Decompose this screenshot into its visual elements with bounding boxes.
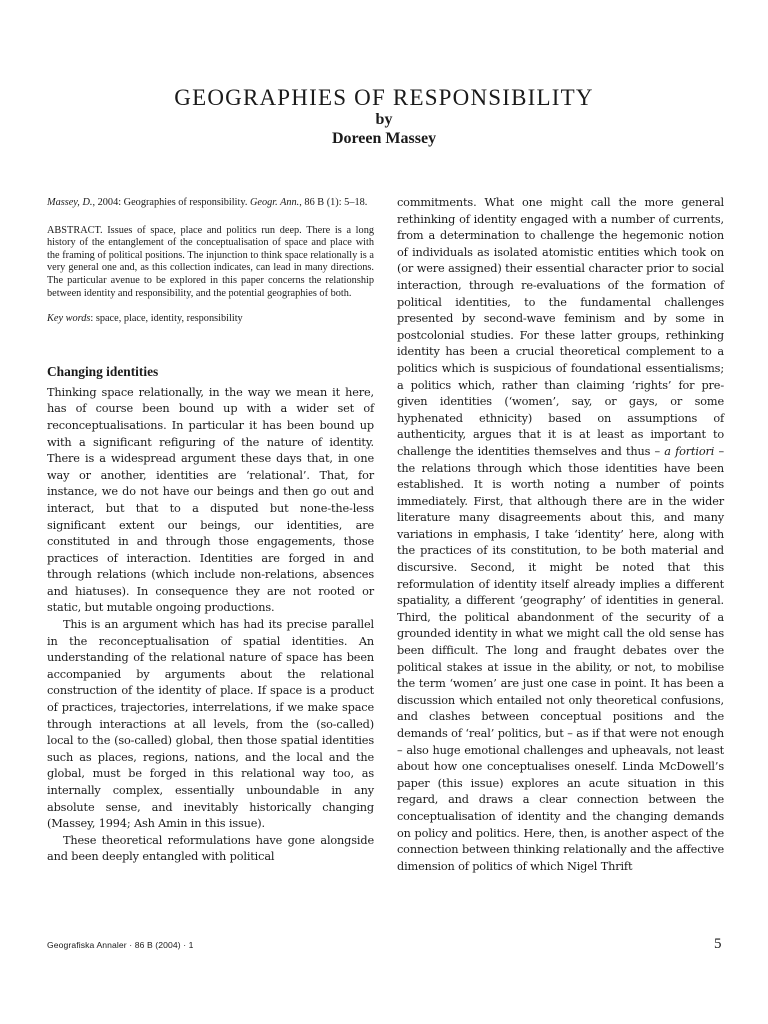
body-text-segment: – the relations through which those identities have been established. It is worth noting a number of points immediately. First, that although there are in the wider literature many disagreements about this, and many variations in emphasis, I take ‘identity’ here, along with the practices of its constitution, to be both material and discursive. Second, it might be noted that this reformulation of identity itself already implies a different spatiality, a different ‘geography’ of identities in general. Third, the political abandonment of the security of a grounded identity in what we might call the old sense has been difficult. The long and fraught debates over the political stakes at issue in the ability, or not, to mobilise the term ‘women’ are just one case in point. It has been a discussion which entailed not only theoretical confusions, and clashes between conceptual positions and the demands of ‘real’ politics, but – as if that were not enough – also huge emotional challenges and upheavals, not least about how one conceptualises oneself. Linda McDowell’s paper (this issue) explores an acute situation in this regard, and draws a clear connection between the conceptualisation of identity and the changing demands on policy and politics. Here, then, is another aspect of the connection between thinking relationally and the affective dimension of politics of which Nigel Thrift [397,444,724,873]
left-column [47,197,374,866]
keywords [47,313,374,326]
body-paragraph: These theoretical reformulations have gone alongside and been deeply entangled with political [47,833,374,864]
citation-journal: Geogr. Ann. [249,197,300,208]
body-text-segment: commitments. What one might call the more general rethinking of identity engaged with a number of currents, from a determination to challenge the hegemonic notion of individuals as isolated atomistic entities which took on (or were assigned) their essential character prior to social interaction, through re-evaluations of the formation of political identities, to the fundamental challenges presented by second-wave feminism and by some in postcolonial studies. For these latter groups, rethinking identity has been a crucial theoretical complement to a politics which is suspicious of foundational essentialisms; a politics which, rather than claiming ‘rights’ for pre-given identities (‘women’, say, or gays, or some hyphenated ethnicity) based on assumptions of authenticity, argues that it is at least as important to challenge the identities themselves and thus – [397,196,724,458]
byline-by: by [375,111,393,128]
section-heading: Changing identities [47,363,159,379]
italic-phrase: a fortiori [664,444,715,458]
citation-author: Massey, D. [47,197,93,208]
keywords-list: : space, place, identity, responsibility [90,313,243,325]
page-number: 5 [714,936,722,952]
citation [47,197,374,210]
body-paragraph-continued [397,195,724,875]
journal-footer: Geografiska Annaler · 86 B (2004) · 1 [47,940,194,950]
right-column [397,195,724,875]
citation-volume: , 86 B (1): 5–18. [299,197,368,208]
citation-title: , 2004: Geographies of responsibility. [92,197,250,208]
abstract: ABSTRACT. Issues of space, place and politics run deep. There is a long history of the entanglement of the conceptualisation of space and place with the framing of political positions. The injunction to think space relationally is a very general one and, as this collection indicates, can lead in many directions. The particular avenue to be explored in this paper concerns the relationship between identity and responsibility, and the potential geographies of both. [47,224,374,299]
body-paragraph: Thinking space relationally, in the way we mean it here, has of course been bound up with a wider set of reconceptualisations. In particular it has been bound up with a significant refiguring of the nature of identity. There is a widespread argument these days that, in one way or another, identities are ‘relational’. That, for instance, we do not have our beings and then go out and interact, but that to a disputed but none-the-less significant extent our beings, our identities, are constituted in and through those engagements, those practices of interaction. Identities are forged in and through relations (which include non-relations, absences and hiatuses). In consequence they are not rooted or static, but mutable ongoing productions. [47,385,374,615]
body-paragraph: This is an argument which has had its precise parallel in the reconceptualisation of spatial identities. An understanding of the relational nature of space has been accompanied by arguments about the relational construction of the identity of place. If space is a product of practices, trajectories, interrelations, if we make space through interactions at all levels, from the (so-called) local to the (so-called) global, then those spatial identities such as places, regions, nations, and the local and the global, must be forged in this relational way too, as internally complex, essentially unboundable in any absolute sense, and inevitably historically changing (Massey, 1994; Ash Amin in this issue). [47,618,374,831]
author-name: Doreen Massey [331,130,437,147]
article-title: GEOGRAPHIES OF RESPONSIBILITY [174,85,594,111]
keywords-label: Key words [47,313,91,325]
